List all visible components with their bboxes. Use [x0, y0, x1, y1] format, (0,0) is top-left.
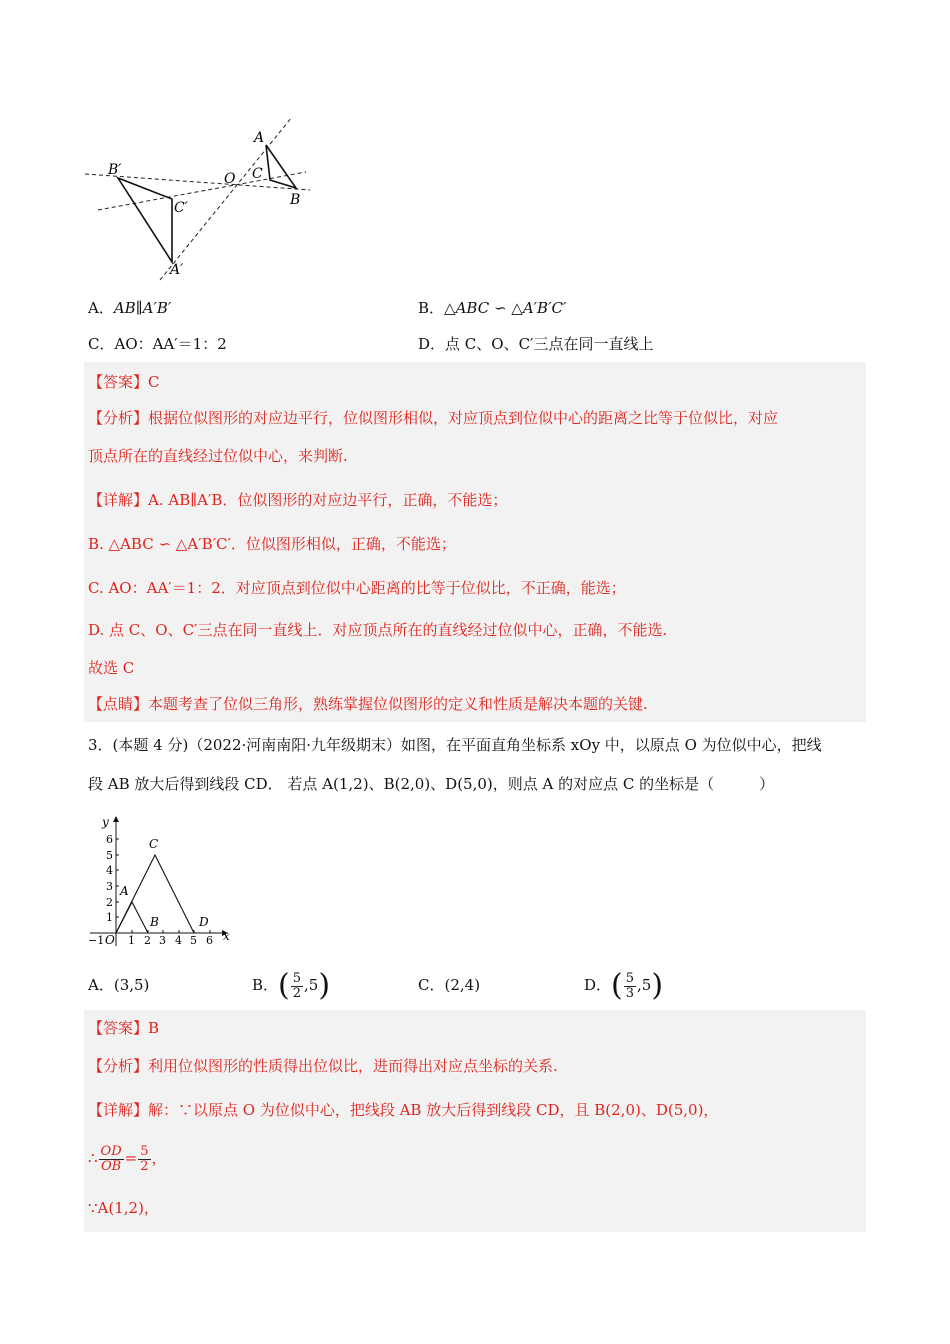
xtick-6: 6 — [206, 934, 213, 947]
q3-option-d[interactable] — [584, 966, 663, 1004]
q2-option-c-label: C． — [88, 335, 115, 353]
q3-option-b[interactable] — [252, 966, 330, 1004]
label-B-prime: B′ — [108, 162, 122, 178]
q3-option-b-tail: ,5 — [304, 976, 319, 994]
q3-option-d-lparen: ( — [611, 968, 623, 1003]
q2-detail-line1: 【详解】A. AB∥A′B．位似图形的对应边平行，正确，不能选； — [88, 491, 508, 509]
q2-option-b-text: △ABC ∽ △A′B′C′ — [444, 299, 567, 317]
q3-ratio-value — [138, 1145, 150, 1174]
point-C-label: C — [149, 837, 159, 851]
q3-option-d-den: 3 — [625, 985, 635, 1001]
q2-conclusion: 故选 C — [88, 659, 135, 677]
q3-option-b-num: 5 — [292, 970, 302, 986]
ytick-6: 6 — [106, 833, 113, 846]
q3-therefore-symbol: ∴ — [88, 1149, 98, 1167]
coordinate-figure — [82, 812, 232, 950]
xtick-neg1: −1 — [88, 934, 105, 947]
label-C: C — [252, 166, 263, 182]
q3-ratio-den: OB — [100, 1158, 122, 1174]
q2-option-b[interactable] — [418, 298, 566, 318]
q2-detail-line2: B. △ABC ∽ △A′B′C′．位似图形相似，正确，不能选； — [88, 535, 456, 553]
ytick-3: 3 — [106, 880, 113, 893]
q3-stem-line2: 段 AB 放大后得到线段 CD． 若点 A(1,2)、B(2,0)、D(5,0)，则点 A 的对应点 C 的坐标是（ ） — [88, 775, 775, 793]
ytick-5: 5 — [106, 849, 113, 862]
q3-option-c[interactable] — [418, 975, 480, 995]
q3-stem-line1: 3．(本题 4 分)（2022·河南南阳·九年级期末）如图，在平面直角坐标系 xOy 中，以原点 O 为位似中心，把线 — [88, 736, 822, 754]
q3-option-b-label: B． — [252, 976, 279, 994]
q2-option-a-label: A． — [88, 299, 114, 317]
xtick-3: 3 — [159, 934, 166, 947]
ytick-1: 1 — [106, 911, 113, 924]
q3-option-b-fraction — [291, 972, 303, 1001]
q2-analysis-line1: 【分析】根据位似图形的对应边平行，位似图形相似，对应顶点到位似中心的距离之比等于位似比，对应 — [88, 409, 779, 427]
q2-detail-line3: C. AO：AA′＝1：2．对应顶点到位似中心距离的比等于位似比，不正确，能选； — [88, 579, 626, 597]
point-B-label: B — [150, 915, 159, 929]
q2-option-b-label: B． — [418, 299, 445, 317]
q3-option-d-num: 5 — [625, 970, 635, 986]
q3-ratio-tail: ， — [151, 1149, 167, 1167]
q3-ratio-eq: = — [124, 1149, 138, 1167]
q2-comment: 【点睛】本题考查了位似三角形，熟练掌握位似图形的定义和性质是解决本题的关键. — [88, 695, 648, 713]
q2-answer: 【答案】C — [88, 373, 160, 391]
xtick-1: 1 — [128, 934, 135, 947]
q3-option-b-rparen: ) — [318, 968, 331, 1003]
label-B: B — [290, 192, 301, 208]
q3-ratio-line — [88, 1138, 167, 1178]
q2-solution-block — [84, 362, 866, 722]
q3-solution-block — [84, 1010, 866, 1232]
q3-detail-line1: 【详解】解：∵以原点 O 为位似中心，把线段 AB 放大后得到线段 CD，且 B(2,0)、D(5,0)， — [88, 1101, 719, 1119]
q2-option-a[interactable] — [88, 298, 171, 318]
q3-option-c-text: (2,4) — [444, 976, 481, 994]
xtick-4: 4 — [175, 934, 182, 947]
q3-option-b-lparen: ( — [278, 968, 290, 1003]
q3-detail-line3: ∵A(1,2)， — [88, 1199, 159, 1217]
q3-option-b-den: 2 — [292, 985, 302, 1001]
q3-option-a[interactable] — [88, 975, 149, 995]
point-D-label: D — [199, 915, 209, 929]
axis-x-label: x — [223, 929, 230, 943]
label-C-prime: C′ — [174, 200, 188, 216]
q3-option-d-fraction — [624, 972, 636, 1001]
q3-analysis: 【分析】利用位似图形的性质得出位似比，进而得出对应点坐标的关系. — [88, 1057, 558, 1075]
q3-option-a-text: (3,5) — [113, 976, 150, 994]
q3-option-c-label: C． — [418, 976, 445, 994]
origin-label: O — [105, 933, 115, 947]
q2-option-a-text: AB∥A′B′ — [113, 299, 172, 317]
xtick-2: 2 — [144, 934, 151, 947]
label-O: O — [224, 171, 236, 187]
ytick-2: 2 — [106, 896, 113, 909]
q2-option-c-text: AO：AA′＝1：2 — [114, 335, 227, 353]
q2-option-d-label: D． — [418, 335, 446, 353]
axis-y-label: y — [102, 815, 109, 829]
homothety-figure — [80, 112, 320, 282]
q3-option-d-label: D． — [584, 976, 612, 994]
xtick-5: 5 — [190, 934, 197, 947]
label-A-prime: A′ — [170, 262, 184, 278]
q3-ratio-value-den: 2 — [140, 1158, 149, 1174]
label-A: A — [254, 130, 265, 146]
ytick-4: 4 — [106, 864, 113, 877]
q2-detail-line4: D. 点 C、O、C′三点在同一直线上．对应顶点所在的直线经过位似中心，正确，不能选. — [88, 621, 668, 639]
q2-analysis-line2: 顶点所在的直线经过位似中心，来判断. — [88, 447, 348, 465]
q3-option-d-tail: ,5 — [637, 976, 652, 994]
q3-option-a-label: A． — [88, 976, 114, 994]
q3-ratio-num: OD — [100, 1143, 122, 1159]
q2-option-d-text: 点 C、O、C′三点在同一直线上 — [445, 335, 654, 353]
q3-answer: 【答案】B — [88, 1019, 160, 1037]
q3-ratio-value-num: 5 — [140, 1143, 149, 1159]
point-A-label: A — [120, 884, 129, 898]
q2-option-d[interactable] — [418, 334, 653, 354]
q3-option-d-rparen: ) — [651, 968, 664, 1003]
q2-option-c[interactable] — [88, 334, 227, 354]
q3-ratio-fraction — [99, 1145, 124, 1174]
